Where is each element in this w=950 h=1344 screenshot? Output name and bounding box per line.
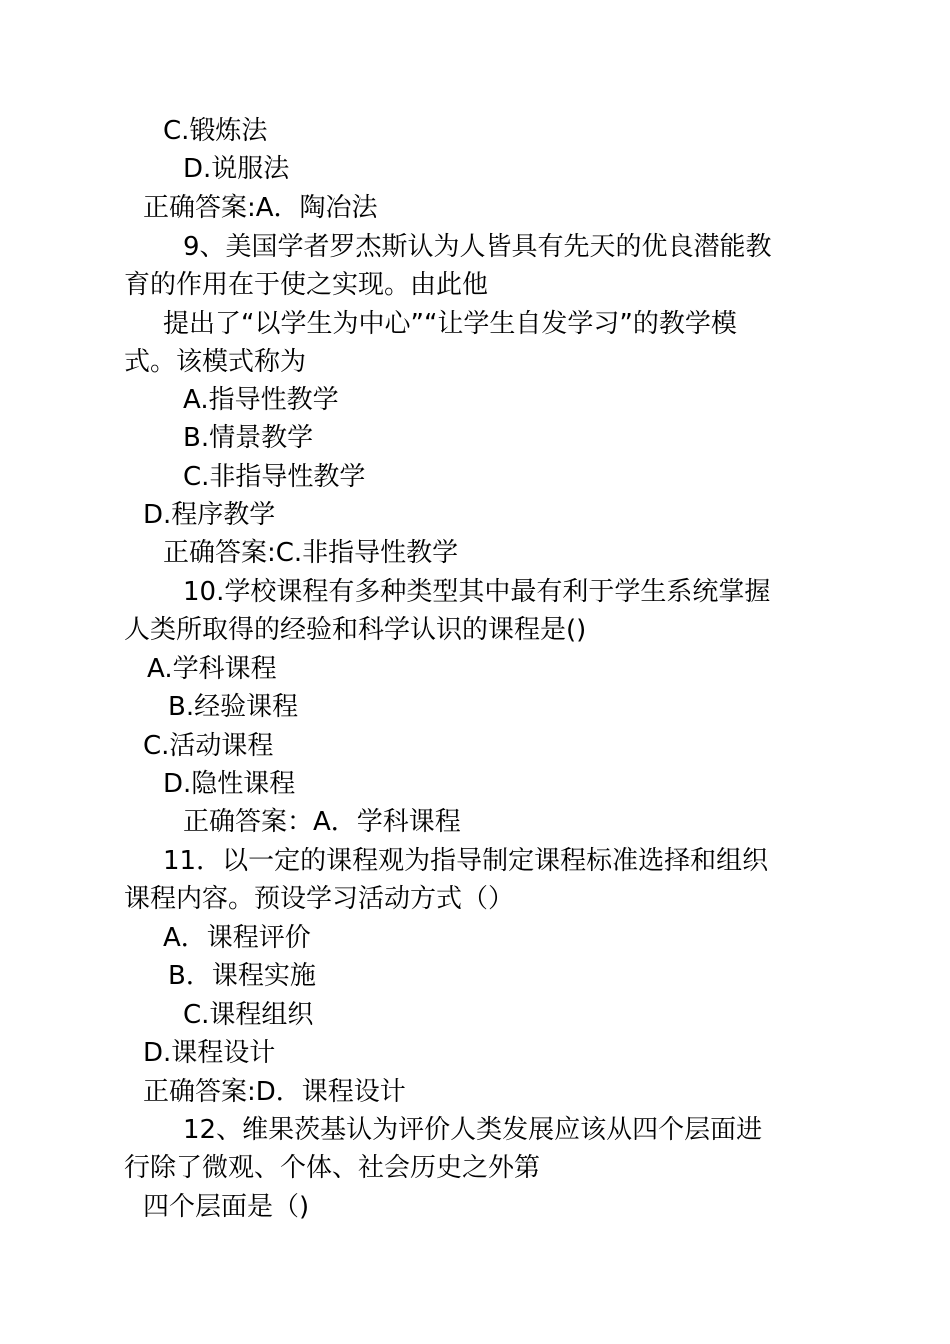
option-b-line: B．课程实施 xyxy=(168,961,316,991)
question-9-line-4: 式。该模式称为 xyxy=(124,347,307,377)
option-d-line: D.隐性课程 xyxy=(163,769,296,799)
option-d-line: D.说服法 xyxy=(183,154,290,184)
option-a-line: A.学科课程 xyxy=(147,654,277,684)
option-a-line: A．课程评价 xyxy=(163,923,311,953)
option-c-line: C.活动课程 xyxy=(143,731,274,761)
answer-line: 正确答案:D．课程设计 xyxy=(143,1077,406,1107)
option-c-line: C.课程组织 xyxy=(183,1000,314,1030)
answer-line: 正确答案:C.非指导性教学 xyxy=(163,538,459,568)
option-d-line: D.程序教学 xyxy=(143,500,276,530)
option-b-line: B.经验课程 xyxy=(168,692,299,722)
question-12-line-3: 四个层面是（) xyxy=(143,1192,310,1222)
answer-line: 正确答案：A．学科课程 xyxy=(183,807,461,837)
question-10-line-2: 人类所取得的经验和科学认识的课程是() xyxy=(124,615,587,645)
option-c-line: C.非指导性教学 xyxy=(183,462,366,492)
option-d-line: D.课程设计 xyxy=(143,1038,276,1068)
question-10-line-1: 10.学校课程有多种类型其中最有利于学生系统掌握 xyxy=(183,577,771,607)
question-9-line-3: 提出了“以学生为中心”“让学生自发学习”的教学模 xyxy=(163,309,737,339)
question-11-line-1: 11．以一定的课程观为指导制定课程标准选择和组织 xyxy=(163,846,769,876)
question-11-line-2: 课程内容。预设学习活动方式（） xyxy=(124,884,515,914)
option-a-line: A.指导性教学 xyxy=(183,385,339,415)
question-9-line-2: 育的作用在于使之实现。由此他 xyxy=(124,270,489,300)
answer-line: 正确答案:A．陶冶法 xyxy=(143,193,378,223)
option-b-line: B.情景教学 xyxy=(183,423,314,453)
option-c-line: C.锻炼法 xyxy=(163,116,268,146)
question-12-line-1: 12、维果茨基认为评价人类发展应该从四个层面进 xyxy=(183,1115,763,1145)
question-12-line-2: 行除了微观、个体、社会历史之外第 xyxy=(124,1153,541,1183)
question-9-line-1: 9、美国学者罗杰斯认为人皆具有先天的优良潜能教 xyxy=(183,232,772,262)
